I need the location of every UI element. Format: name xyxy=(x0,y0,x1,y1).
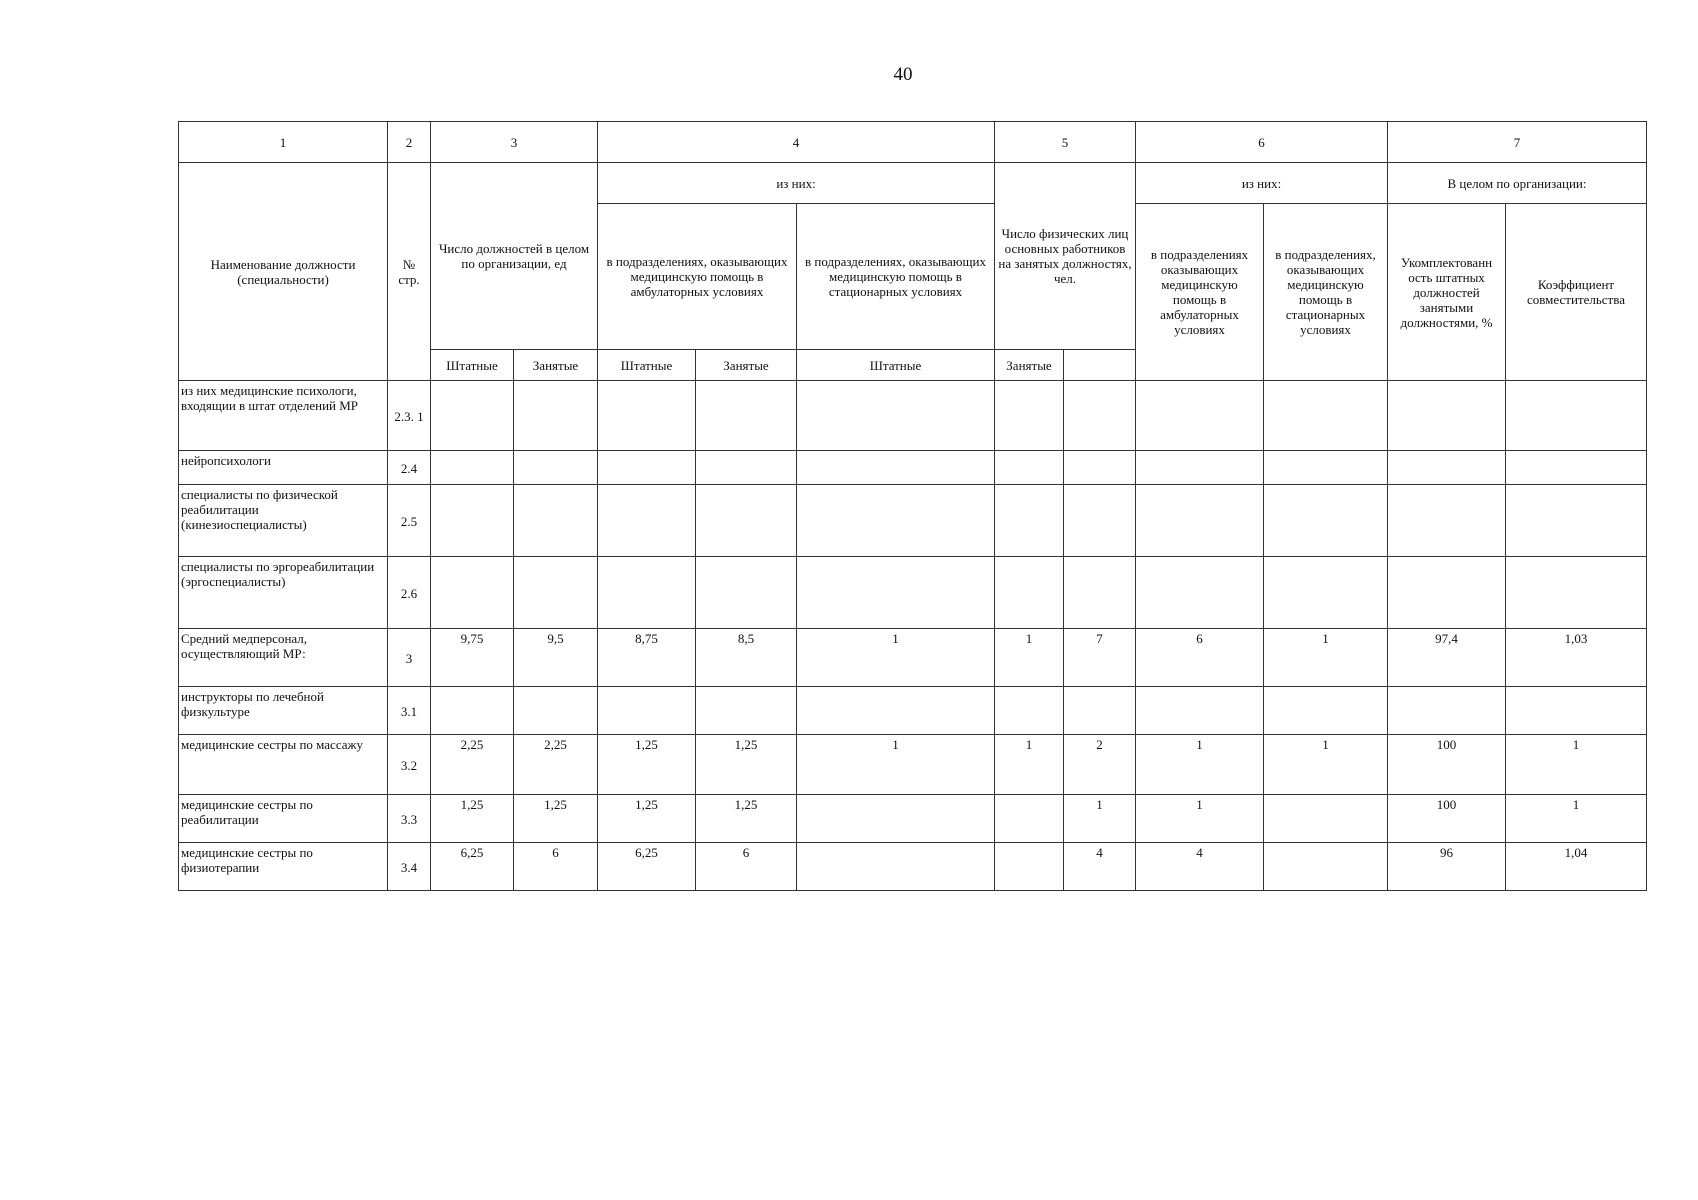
row-value xyxy=(431,485,514,557)
row-value: 100 xyxy=(1388,735,1506,795)
row-value: 1 xyxy=(1506,795,1647,843)
row-value: 1 xyxy=(1506,735,1647,795)
col-num-3: 3 xyxy=(431,122,598,163)
row-value xyxy=(1264,843,1388,891)
row-value xyxy=(1136,451,1264,485)
row-value: 6 xyxy=(1136,629,1264,687)
row-value xyxy=(1506,485,1647,557)
header-name: Наименование должности (специальности) xyxy=(179,163,388,381)
row-value xyxy=(598,485,696,557)
row-value: 6,25 xyxy=(598,843,696,891)
table-row xyxy=(179,451,1647,485)
row-value xyxy=(1136,687,1264,735)
row-value xyxy=(1388,557,1506,629)
row-value xyxy=(1264,381,1388,451)
row-value: 8,75 xyxy=(598,629,696,687)
row-value xyxy=(431,381,514,451)
row-name: специалисты по эргореабилитации (эргоспециалисты) xyxy=(179,557,388,629)
row-name: медицинские сестры по массажу xyxy=(179,735,388,795)
row-value: 1,03 xyxy=(1506,629,1647,687)
header-org-total: В целом по организации: xyxy=(1388,163,1647,204)
header-inpatient-6: в подразделениях, оказывающих медицинскую помощь в стационарных условиях xyxy=(1264,204,1388,381)
row-code: 3 xyxy=(388,629,431,687)
row-value: 4 xyxy=(1064,843,1136,891)
table-row xyxy=(179,735,1647,795)
row-value xyxy=(514,557,598,629)
row-value: 1,25 xyxy=(431,795,514,843)
col-num-5: 5 xyxy=(995,122,1136,163)
row-value xyxy=(1264,687,1388,735)
row-value: 1 xyxy=(1264,629,1388,687)
header-staffing: Укомплектованн ость штатных должностей занятыми должностями, % xyxy=(1388,204,1506,381)
row-value: 1,25 xyxy=(696,735,797,795)
row-value xyxy=(514,381,598,451)
row-value: 1 xyxy=(1064,795,1136,843)
row-value xyxy=(995,485,1064,557)
row-value: 96 xyxy=(1388,843,1506,891)
col-num-7: 7 xyxy=(1388,122,1647,163)
row-value xyxy=(1264,557,1388,629)
row-value: 97,4 xyxy=(1388,629,1506,687)
row-value xyxy=(696,381,797,451)
table-row xyxy=(179,687,1647,735)
row-value xyxy=(514,485,598,557)
staffing-table-wrapper xyxy=(178,121,1647,891)
row-value: 1,04 xyxy=(1506,843,1647,891)
row-value: 9,5 xyxy=(514,629,598,687)
table-row xyxy=(179,485,1647,557)
row-value xyxy=(1064,687,1136,735)
row-value xyxy=(431,687,514,735)
column-number-row xyxy=(179,122,1647,163)
row-code: 3.3 xyxy=(388,795,431,843)
page-number: 40 xyxy=(893,64,913,85)
row-value: 2,25 xyxy=(514,735,598,795)
row-value xyxy=(1064,381,1136,451)
row-value xyxy=(598,451,696,485)
row-name: медицинские сестры по физиотерапии xyxy=(179,843,388,891)
row-name: Средний медперсонал, осуществляющий МР: xyxy=(179,629,388,687)
row-value xyxy=(1506,557,1647,629)
row-value: 7 xyxy=(1064,629,1136,687)
header-coef: Коэффициент совместительства xyxy=(1506,204,1647,381)
sub-staff-4b: Штатные xyxy=(797,350,995,381)
row-value xyxy=(1388,451,1506,485)
row-value: 1 xyxy=(1264,735,1388,795)
row-value: 1 xyxy=(797,629,995,687)
row-code: 3.2 xyxy=(388,735,431,795)
sub-empty-5 xyxy=(1064,350,1136,381)
row-value: 1 xyxy=(1136,735,1264,795)
row-code: 3.4 xyxy=(388,843,431,891)
row-value xyxy=(995,451,1064,485)
row-name: специалисты по физической реабилитации (кинезиоспециалисты) xyxy=(179,485,388,557)
row-value: 9,75 xyxy=(431,629,514,687)
row-value xyxy=(995,843,1064,891)
row-value xyxy=(1064,451,1136,485)
row-value xyxy=(598,557,696,629)
col-num-6: 6 xyxy=(1136,122,1388,163)
table-row xyxy=(179,629,1647,687)
row-name: медицинские сестры по реабилитации xyxy=(179,795,388,843)
header-row-no: № стр. xyxy=(388,163,431,381)
row-value xyxy=(797,687,995,735)
row-value xyxy=(1388,381,1506,451)
row-value xyxy=(1264,485,1388,557)
table-row xyxy=(179,557,1647,629)
row-value xyxy=(1136,381,1264,451)
sub-occupied-3: Занятые xyxy=(514,350,598,381)
row-value xyxy=(797,451,995,485)
row-value: 1 xyxy=(995,629,1064,687)
row-value xyxy=(797,843,995,891)
row-value xyxy=(431,557,514,629)
row-name: нейропсихологи xyxy=(179,451,388,485)
header-outpatient: в подразделениях, оказывающих медицинскую помощь в амбулаторных условиях xyxy=(598,204,797,350)
row-value xyxy=(1264,451,1388,485)
row-value: 1 xyxy=(1136,795,1264,843)
row-value: 1,25 xyxy=(696,795,797,843)
header-persons: Число физических лиц основных работников на занятых должностях, чел. xyxy=(995,163,1136,350)
sub-staff-3: Штатные xyxy=(431,350,514,381)
row-value xyxy=(1264,795,1388,843)
row-value: 4 xyxy=(1136,843,1264,891)
row-value: 2,25 xyxy=(431,735,514,795)
row-value xyxy=(1136,557,1264,629)
row-value: 2 xyxy=(1064,735,1136,795)
row-code: 2.4 xyxy=(388,451,431,485)
row-value xyxy=(797,795,995,843)
row-value xyxy=(1064,485,1136,557)
row-value xyxy=(431,451,514,485)
row-code: 2.3. 1 xyxy=(388,381,431,451)
row-name: из них медицинские психологи, входящии в штат отделений МР xyxy=(179,381,388,451)
row-value xyxy=(797,557,995,629)
row-value: 1,25 xyxy=(514,795,598,843)
row-code: 3.1 xyxy=(388,687,431,735)
row-value: 8,5 xyxy=(696,629,797,687)
col-num-1: 1 xyxy=(179,122,388,163)
staffing-table xyxy=(178,121,1647,891)
row-value xyxy=(598,687,696,735)
header-of-them-6: из них: xyxy=(1136,163,1388,204)
table-row xyxy=(179,795,1647,843)
header-inpatient: в подразделениях, оказывающих медицинскую помощь в стационарных условиях xyxy=(797,204,995,350)
row-value xyxy=(995,687,1064,735)
row-value xyxy=(1388,687,1506,735)
sub-occupied-5: Занятые xyxy=(995,350,1064,381)
row-value: 1,25 xyxy=(598,735,696,795)
row-value: 100 xyxy=(1388,795,1506,843)
row-value xyxy=(1388,485,1506,557)
col-num-4: 4 xyxy=(598,122,995,163)
header-row-1 xyxy=(179,163,1647,204)
table-row xyxy=(179,381,1647,451)
row-code: 2.6 xyxy=(388,557,431,629)
row-value xyxy=(514,451,598,485)
sub-occupied-4a: Занятые xyxy=(696,350,797,381)
row-value: 6,25 xyxy=(431,843,514,891)
row-value xyxy=(598,381,696,451)
row-value: 6 xyxy=(696,843,797,891)
row-value xyxy=(514,687,598,735)
row-value xyxy=(995,557,1064,629)
row-value: 1 xyxy=(797,735,995,795)
table-body xyxy=(179,381,1647,891)
row-value xyxy=(995,381,1064,451)
row-value xyxy=(696,451,797,485)
table-row xyxy=(179,843,1647,891)
row-value xyxy=(1064,557,1136,629)
row-value xyxy=(696,485,797,557)
row-value xyxy=(1506,687,1647,735)
row-value xyxy=(696,687,797,735)
row-code: 2.5 xyxy=(388,485,431,557)
sub-staff-4a: Штатные xyxy=(598,350,696,381)
row-value xyxy=(797,381,995,451)
row-value xyxy=(797,485,995,557)
row-value xyxy=(1506,381,1647,451)
row-name: инструкторы по лечебной физкультуре xyxy=(179,687,388,735)
header-positions-total: Число должностей в целом по организации, ед xyxy=(431,163,598,350)
row-value xyxy=(995,795,1064,843)
row-value xyxy=(1506,451,1647,485)
row-value: 6 xyxy=(514,843,598,891)
header-of-them-4: из них: xyxy=(598,163,995,204)
row-value: 1,25 xyxy=(598,795,696,843)
row-value xyxy=(1136,485,1264,557)
row-value: 1 xyxy=(995,735,1064,795)
header-outpatient-6: в подразделениях оказывающих медицинскую помощь в амбулаторных условиях xyxy=(1136,204,1264,381)
col-num-2: 2 xyxy=(388,122,431,163)
row-value xyxy=(696,557,797,629)
